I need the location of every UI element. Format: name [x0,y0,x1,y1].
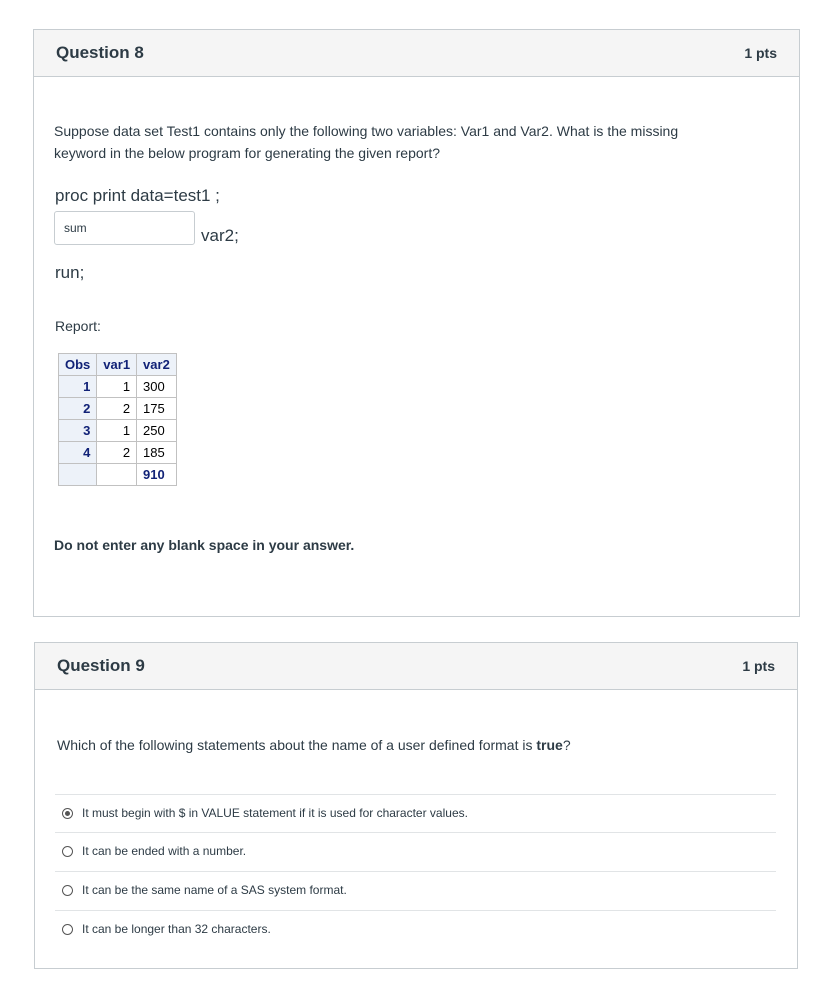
cell-obs: 3 [59,420,97,442]
table-row [59,376,177,398]
cell-var1: 2 [97,442,137,464]
option-2[interactable] [55,832,776,870]
question-9-header [35,643,797,690]
option-3-label: It can be the same name of a SAS system format. [82,883,347,897]
question-8-card [33,29,800,617]
option-1[interactable] [55,794,776,832]
cell-var2: 185 [137,442,177,464]
header-var2: var2 [137,354,177,376]
report-label: Report: [55,318,101,334]
header-var1: var1 [97,354,137,376]
table-row [59,398,177,420]
cell-obs-empty [59,464,97,486]
cell-var1: 1 [97,376,137,398]
code-line-proc-print: proc print data=test1 ; [55,186,220,205]
cell-obs: 4 [59,442,97,464]
question-9-prompt-bold: true [536,737,563,753]
radio-selected-icon[interactable] [62,808,73,819]
cell-var2: 300 [137,376,177,398]
question-8-prompt [54,120,678,164]
cell-obs: 1 [59,376,97,398]
question-8-header [34,30,799,77]
option-4[interactable] [55,910,776,948]
question-8-prompt-line1: Suppose data set Test1 contains only the following two variables: Var1 and Var2. What is the missing [54,123,679,139]
cell-var2: 250 [137,420,177,442]
report-table-header-row [59,354,177,376]
table-row [59,442,177,464]
question-8-prompt-line2: keyword in the below program for generating the given report? [54,145,440,161]
cell-total: 910 [137,464,177,486]
question-9-prompt-end: ? [562,737,571,753]
cell-var1: 2 [97,398,137,420]
question-8-points: 1 pts [744,45,777,61]
question-9-card [34,642,798,969]
radio-icon[interactable] [62,924,73,935]
table-row [59,420,177,442]
question-9-points: 1 pts [742,658,775,674]
report-table [58,353,177,486]
option-4-label: It can be longer than 32 characters. [82,922,271,936]
radio-icon[interactable] [62,846,73,857]
cell-var1: 1 [97,420,137,442]
code-run: run; [55,263,85,282]
option-2-label: It can be ended with a number. [82,844,247,858]
cell-var1-empty [97,464,137,486]
question-9-prompt [57,734,571,756]
option-3[interactable] [55,871,776,909]
question-8-note: Do not enter any blank space in your answer. [54,537,355,553]
question-8-title: Question 8 [56,43,144,62]
cell-var2: 175 [137,398,177,420]
code-var2: var2; [201,226,239,245]
header-obs: Obs [59,354,97,376]
question-9-title: Question 9 [57,656,145,675]
answer-input[interactable]: sum [54,211,195,245]
radio-icon[interactable] [62,885,73,896]
cell-obs: 2 [59,398,97,420]
option-1-label: It must begin with $ in VALUE statement if it is used for character values. [82,806,468,820]
question-9-prompt-text: Which of the following statements about the name of a user defined format is [57,737,537,753]
table-total-row [59,464,177,486]
